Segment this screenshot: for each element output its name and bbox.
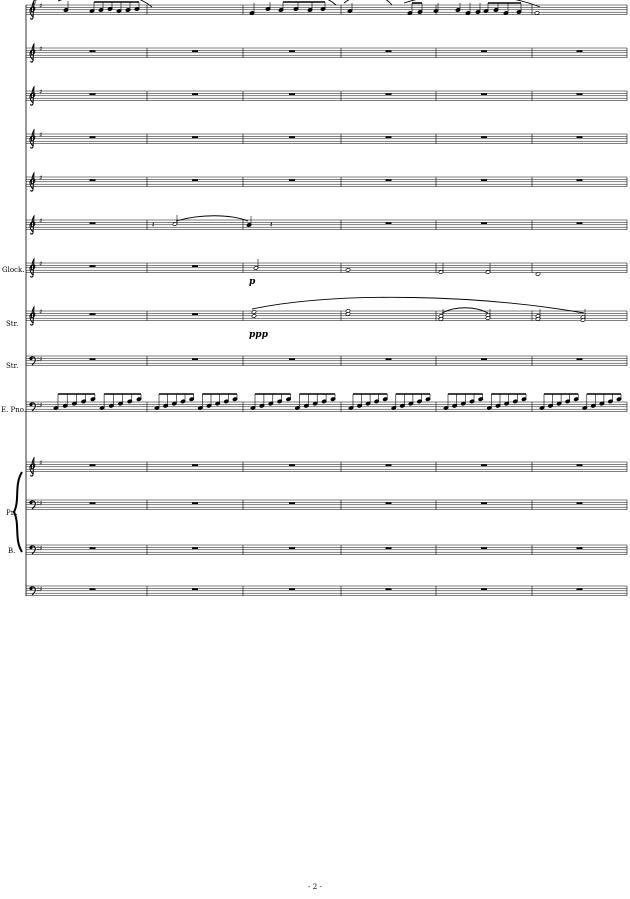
notehead [345, 268, 350, 273]
dynamic-p: p [249, 277, 256, 287]
sharp-icon: ♯ [39, 459, 43, 467]
treble-clef-icon [30, 44, 35, 62]
whole-rest [90, 179, 96, 181]
whole-rest [192, 50, 198, 52]
whole-rest [386, 136, 392, 138]
piano-label: Pn. [6, 509, 18, 517]
slur-curve [252, 297, 584, 313]
treble-clef-icon [30, 307, 35, 325]
sharp-icon: ♯ [39, 544, 43, 553]
whole-rest [289, 464, 295, 466]
whole-rest [90, 313, 96, 315]
sharp-icon: ♯ [39, 355, 43, 364]
whole-rest [577, 50, 583, 52]
whole-rest [192, 547, 198, 549]
sharp-icon: ♯ [39, 2, 43, 10]
whole-rest [90, 265, 96, 267]
whole-rest [192, 588, 198, 590]
whole-rest [192, 136, 198, 138]
whole-rest [90, 93, 96, 95]
whole-rest [481, 50, 487, 52]
glockenspiel-label: Glock. [2, 266, 25, 274]
sharp-icon: ♯ [39, 401, 43, 410]
clefs [29, 1, 42, 595]
slur-curve [344, 0, 392, 5]
whole-rest [481, 179, 487, 181]
whole-rest [192, 502, 198, 504]
whole-rest [577, 588, 583, 590]
measure-number: 7 [33, 0, 37, 7]
electric-piano-label: E. Pno. [1, 406, 27, 414]
whole-rest [577, 502, 583, 504]
whole-rest [577, 222, 583, 224]
treble-clef-icon [30, 130, 35, 148]
treble-clef-icon [30, 259, 35, 277]
page-number: - 2 - [308, 883, 322, 891]
whole-rest [289, 358, 295, 360]
bass-label: B. [8, 547, 16, 555]
whole-rest [577, 93, 583, 95]
whole-rest [192, 265, 198, 267]
whole-rest [481, 502, 487, 504]
slur-curve [58, 0, 152, 7]
sharp-icon: ♯ [39, 308, 43, 316]
sharp-icon: ♯ [39, 217, 43, 225]
whole-rest [192, 93, 198, 95]
whole-rest [386, 50, 392, 52]
whole-rest [90, 547, 96, 549]
whole-rest [481, 222, 487, 224]
dynamic-ppp: ppp [249, 330, 268, 340]
notehead [251, 314, 256, 319]
whole-rest [90, 50, 96, 52]
sharp-icon: ♯ [39, 260, 43, 268]
whole-rest [192, 313, 198, 315]
whole-rest [577, 179, 583, 181]
whole-rest [577, 136, 583, 138]
staff-lines [26, 5, 627, 596]
whole-rest [481, 136, 487, 138]
whole-rest [192, 358, 198, 360]
sharp-icon: ♯ [39, 174, 43, 182]
whole-rest [289, 50, 295, 52]
whole-rest [289, 179, 295, 181]
whole-rest [481, 588, 487, 590]
whole-rest [577, 358, 583, 360]
treble-clef-icon [30, 87, 35, 105]
strings-label-1: Str. [6, 320, 19, 328]
whole-rest [90, 588, 96, 590]
strings-label-2: Str. [6, 362, 19, 370]
whole-rest [90, 358, 96, 360]
whole-rest [192, 179, 198, 181]
sharp-icon: ♯ [39, 131, 43, 139]
sharp-icon: ♯ [39, 585, 43, 594]
whole-rest [289, 547, 295, 549]
whole-rest [481, 464, 487, 466]
whole-rests [90, 50, 583, 590]
treble-clef-icon [30, 173, 35, 191]
whole-rest [90, 502, 96, 504]
notes [53, 1, 621, 410]
whole-rest [386, 547, 392, 549]
whole-rest [481, 93, 487, 95]
treble-clef-icon [30, 216, 35, 234]
whole-rest [386, 179, 392, 181]
whole-rest [386, 588, 392, 590]
whole-rest [386, 358, 392, 360]
whole-rest [90, 136, 96, 138]
whole-rest [289, 588, 295, 590]
whole-rest [481, 358, 487, 360]
quarter-rest-icon: 𝄽 [270, 220, 273, 229]
sharp-icon: ♯ [39, 499, 43, 508]
whole-rest [386, 222, 392, 224]
slur-curve [442, 308, 488, 313]
whole-rest [386, 502, 392, 504]
whole-rest [192, 464, 198, 466]
sharp-icon: ♯ [39, 45, 43, 53]
whole-rest [386, 93, 392, 95]
whole-rest [289, 136, 295, 138]
quarter-rest-icon: 𝄽 [152, 220, 155, 229]
whole-rest [481, 547, 487, 549]
whole-rest [577, 464, 583, 466]
whole-rest [90, 464, 96, 466]
whole-rest [386, 464, 392, 466]
sharp-icon: ♯ [39, 88, 43, 96]
treble-clef-icon [30, 458, 35, 476]
whole-rest [289, 502, 295, 504]
whole-rest [577, 547, 583, 549]
whole-rest [90, 222, 96, 224]
whole-rest [289, 93, 295, 95]
slurs [58, 0, 584, 313]
